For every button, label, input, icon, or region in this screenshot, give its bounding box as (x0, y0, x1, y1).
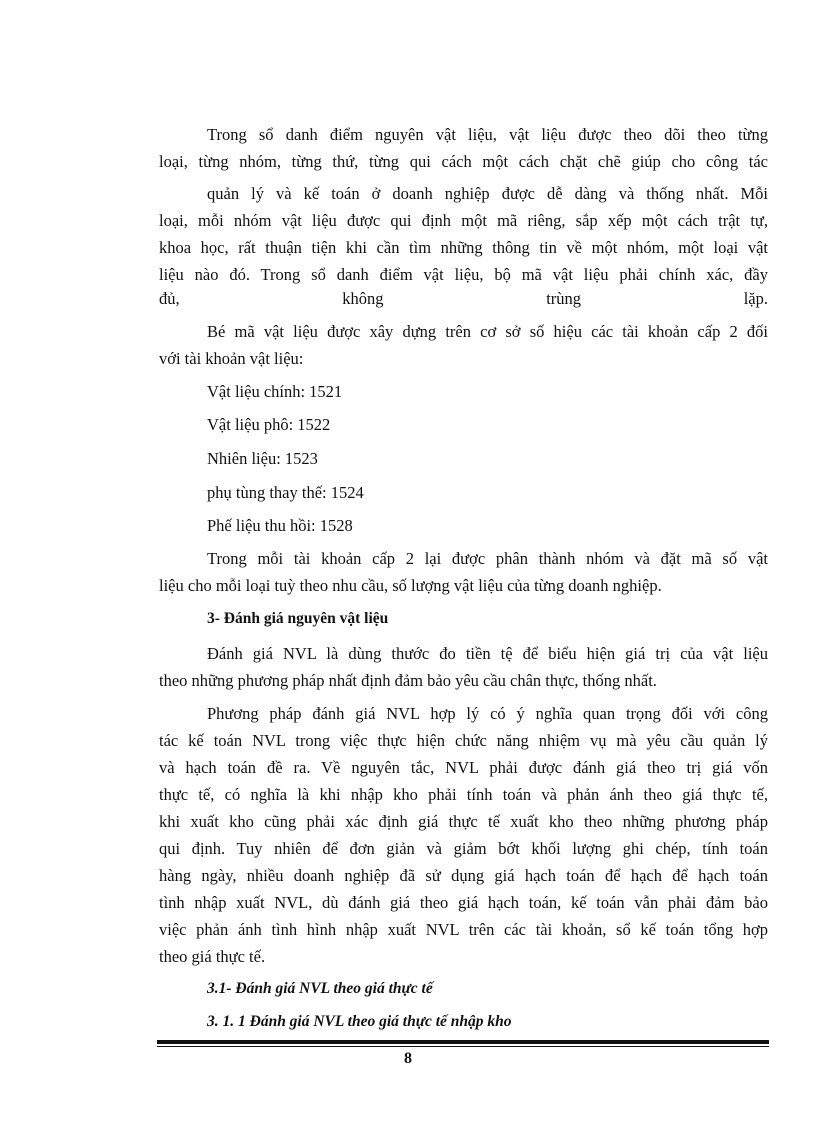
text-line: loại, từng nhóm, từng thứ, từng qui cách một cách chặt chẽ giúp cho công tác (159, 152, 768, 171)
list-item: phụ tùng thay thế: 1524 (207, 483, 364, 502)
text-line: tình nhập xuất NVL, dù đánh giá theo giá hạch toán, kế toán vẫn phải đảm bảo (159, 893, 768, 912)
subsection-heading: 3. 1. 1 Đánh giá NVL theo giá thực tế nhập kho (207, 1013, 512, 1030)
text-line: Trong sổ danh điểm nguyên vật liệu, vật liệu được theo dõi theo từng (207, 125, 768, 144)
text-line: đủ, không trùng lặp. (159, 289, 768, 308)
text-line: và hạch toán đề ra. Về nguyên tắc, NVL phải được đánh giá theo trị giá vốn (159, 758, 768, 777)
text-line: liệu cho mỗi loại tuỳ theo nhu cầu, số lượng vật liệu của từng doanh nghiệp. (159, 576, 662, 595)
text-line: loại, mỗi nhóm vật liệu được qui định một mã riêng, sắp xếp một cách trật tự, (159, 211, 768, 230)
text-line: khoa học, rất thuận tiện khi cần tìm những thông tin về một nhóm, một loại vật (159, 238, 768, 257)
footer-rule-thin (157, 1046, 769, 1047)
list-item: Vật liệu chính: 1521 (207, 382, 343, 401)
text-line: theo giá thực tế. (159, 947, 266, 966)
text-line: khi xuất kho cũng phải xác định giá thực tế xuất kho theo những phương pháp (159, 812, 768, 831)
text-line: theo những phương pháp nhất định đảm bảo yêu cầu chân thực, thống nhất. (159, 671, 657, 690)
text-line: liệu nào đó. Trong sổ danh điểm vật liệu, bộ mã vật liệu phải chính xác, đầy (159, 265, 768, 284)
list-item: Nhiên liệu: 1523 (207, 449, 318, 468)
text-line: việc phản ánh tình hình nhập xuất NVL trên các tài khoản, sổ kế toán tổng hợp (159, 920, 768, 939)
subsection-heading: 3.1- Đánh giá NVL theo giá thực tế (207, 980, 433, 997)
text-line: thực tế, có nghĩa là khi nhập kho phải tính toán và phản ánh theo giá thực tế, (159, 785, 768, 804)
text-line: tác kế toán NVL trong việc thực hiện chức năng nhiệm vụ mà yêu cầu quản lý (159, 731, 768, 750)
text-line: với tài khoản vật liệu: (159, 349, 304, 368)
text-line: Đánh giá NVL là dùng thước đo tiền tệ để biểu hiện giá trị của vật liệu (207, 644, 768, 663)
text-line: Bé mã vật liệu được xây dựng trên cơ sở số hiệu các tài khoản cấp 2 đối (207, 322, 768, 341)
text-line: Phương pháp đánh giá NVL hợp lý có ý nghĩa quan trọng đối với công (207, 704, 768, 723)
page-number: 8 (404, 1050, 412, 1067)
list-item: Vật liệu phô: 1522 (207, 415, 331, 434)
footer-rule (157, 1040, 769, 1044)
text-line: quản lý và kế toán ở doanh nghiệp được dễ dàng và thống nhất. Mỗi (207, 184, 768, 203)
text-line: qui định. Tuy nhiên để đơn giản và giảm bớt khối lượng ghi chép, tính toán (159, 839, 768, 858)
text-line: hàng ngày, nhiều doanh nghiệp đã sử dụng giá hạch toán để hạch để hạch toán (159, 866, 768, 885)
text-line: Trong mỗi tài khoản cấp 2 lại được phân thành nhóm và đặt mã số vật (207, 549, 768, 568)
section-heading: 3- Đánh giá nguyên vật liệu (207, 610, 389, 627)
list-item: Phế liệu thu hồi: 1528 (207, 516, 353, 535)
